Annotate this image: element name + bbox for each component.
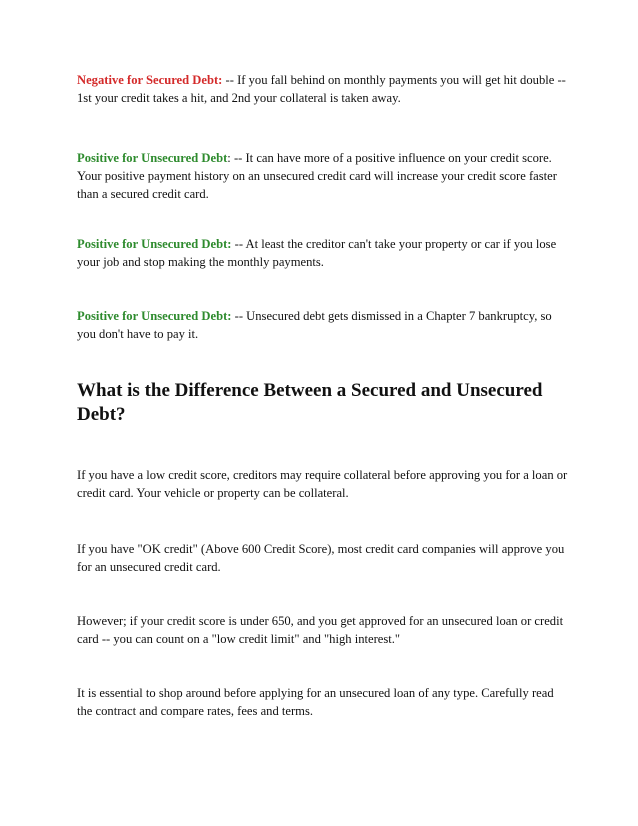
point-label: Positive for Unsecured Debt: [77,309,232,323]
paragraph: It is essential to shop around before applying for an unsecured loan of any type. Carefully read the contract and compare rates, fees and terms. [77,686,554,718]
point-positive-unsecured-property [77,235,572,271]
paragraph: If you have "OK credit" (Above 600 Credit Score), most credit card companies will approve you for an unsecured credit card. [77,542,565,574]
point-label: Negative for Secured Debt: [77,73,223,87]
paragraph: If you have a low credit score, creditors may require collateral before approving you for a loan or credit card. Your vehicle or property can be collateral. [77,468,568,500]
point-label: Positive for Unsecured Debt [77,151,228,165]
point-negative-secured [77,71,572,107]
point-text: -- Unsecured debt gets dismissed in a Chapter 7 bankruptcy, so you don't have to pay it. [77,309,552,341]
point-positive-unsecured-score [77,149,572,203]
point-positive-unsecured-bankruptcy [77,307,572,343]
point-text: -- If you fall behind on monthly payments you will get hit double -- 1st your credit takes a hit, and 2nd your collateral is taken away. [77,73,566,105]
paragraph: However; if your credit score is under 650, and you get approved for an unsecured loan or credit card -- you can count on a "low credit limit" and "high interest." [77,614,564,646]
point-text: : -- It can have more of a positive influence on your credit score. Your positive payment history on an unsecured credit card will increase your credit score faster than a secured credit card. [77,151,557,201]
point-label: Positive for Unsecured Debt: [77,237,232,251]
point-text: -- At least the creditor can't take your property or car if you lose your job and stop making the monthly payments. [77,237,557,269]
section-heading: What is the Difference Between a Secured and Unsecured Debt? [77,380,543,425]
